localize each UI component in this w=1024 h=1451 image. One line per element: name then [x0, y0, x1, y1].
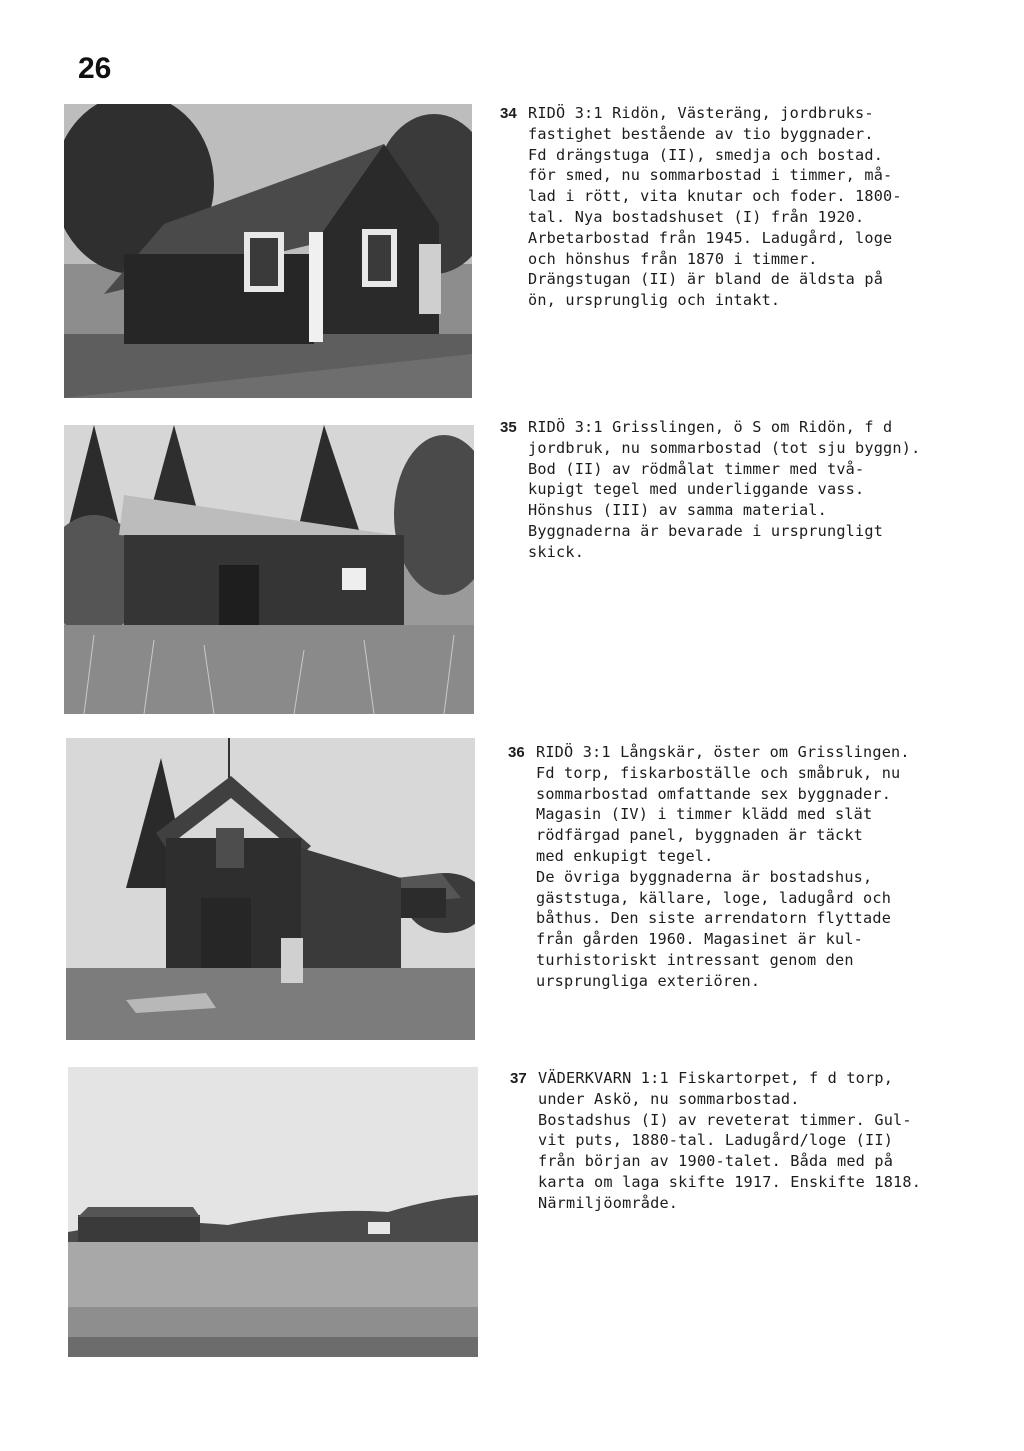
entry-line: Hönshus (III) av samma material. [528, 501, 827, 520]
entry-line: RIDÖ 3:1 Ridön, Västeräng, jordbruks- [528, 104, 874, 122]
entry-number: 34 [500, 105, 517, 122]
entry-line: Fd torp, fiskarboställe och småbruk, nu [536, 763, 901, 782]
entry-line: kupigt tegel med underliggande vass. [528, 480, 865, 499]
entry-line: gäststuga, källare, loge, ladugård och [536, 888, 892, 907]
entry-line: Närmiljöområde. [538, 1193, 679, 1212]
photo-36-image [66, 738, 475, 1040]
entry-line: De övriga byggnaderna är bostadshus, [536, 867, 873, 886]
entry-line: turhistoriskt intressant genom den [536, 950, 854, 969]
entry-line: båthus. Den siste arrendatorn flyttade [536, 909, 892, 928]
entry-line: tal. Nya bostadshuset (I) från 1920. [528, 207, 865, 226]
entry-number: 37 [510, 1070, 527, 1087]
photo-entry-36 [66, 738, 475, 1040]
entry-line: från gården 1960. Magasinet är kul- [536, 930, 864, 949]
entry-line: Magasin (IV) i timmer klädd med slät [536, 805, 873, 824]
entry-line: VÄDERKVARN 1:1 Fiskartorpet, f d torp, [538, 1069, 894, 1087]
entry-line: karta om laga skifte 1917. Enskifte 1818. [538, 1172, 922, 1191]
entry-line: Arbetarbostad från 1945. Ladugård, loge [528, 228, 893, 247]
entry-line: under Askö, nu sommarbostad. [538, 1089, 800, 1108]
entry-line: jordbruk, nu sommarbostad (tot sju byggn). [528, 438, 921, 457]
entry-37 [510, 1068, 998, 1214]
photo-entry-35 [64, 425, 474, 714]
page-number: 26 [78, 52, 112, 85]
photo-34-image [64, 104, 472, 398]
entry-line: Fd drängstuga (II), smedja och bostad. [528, 145, 884, 164]
entry-line: sommarbostad omfattande sex byggnader. [536, 784, 892, 803]
entry-line: Drängstugan (II) är bland de äldsta på [528, 270, 884, 289]
photo-entry-34 [64, 104, 472, 398]
entry-line: skick. [528, 542, 585, 561]
photo-37-image [68, 1067, 478, 1357]
entry-line: ön, ursprunglig och intakt. [528, 291, 781, 310]
entry-line: Bostadshus (I) av reveterat timmer. Gul- [538, 1110, 912, 1129]
entry-line: fastighet bestående av tio byggnader. [528, 124, 874, 143]
entry-line: från början av 1900-talet. Båda med på [538, 1152, 894, 1171]
entry-number: 36 [508, 744, 525, 761]
photo-entry-37 [68, 1067, 478, 1357]
entry-line: Bod (II) av rödmålat timmer med två- [528, 459, 865, 478]
photo-35-image [64, 425, 474, 714]
entry-line: rödfärgad panel, byggnaden är täckt [536, 826, 864, 845]
entry-line: ursprungliga exteriören. [536, 971, 761, 990]
entry-36 [508, 742, 996, 992]
entry-line: RIDÖ 3:1 Grisslingen, ö S om Ridön, f d [528, 418, 893, 436]
entry-34 [500, 103, 988, 311]
entry-35 [500, 417, 988, 563]
entry-line: lad i rött, vita knutar och foder. 1800- [528, 187, 902, 206]
entry-line: för smed, nu sommarbostad i timmer, må- [528, 166, 893, 185]
entry-line: med enkupigt tegel. [536, 846, 714, 865]
entry-line: och hönshus från 1870 i timmer. [528, 249, 818, 268]
entry-line: RIDÖ 3:1 Långskär, öster om Grisslingen. [536, 743, 910, 761]
entry-line: vit puts, 1880-tal. Ladugård/loge (II) [538, 1131, 894, 1150]
entry-line: Byggnaderna är bevarade i ursprungligt [528, 521, 884, 540]
entry-number: 35 [500, 419, 517, 436]
